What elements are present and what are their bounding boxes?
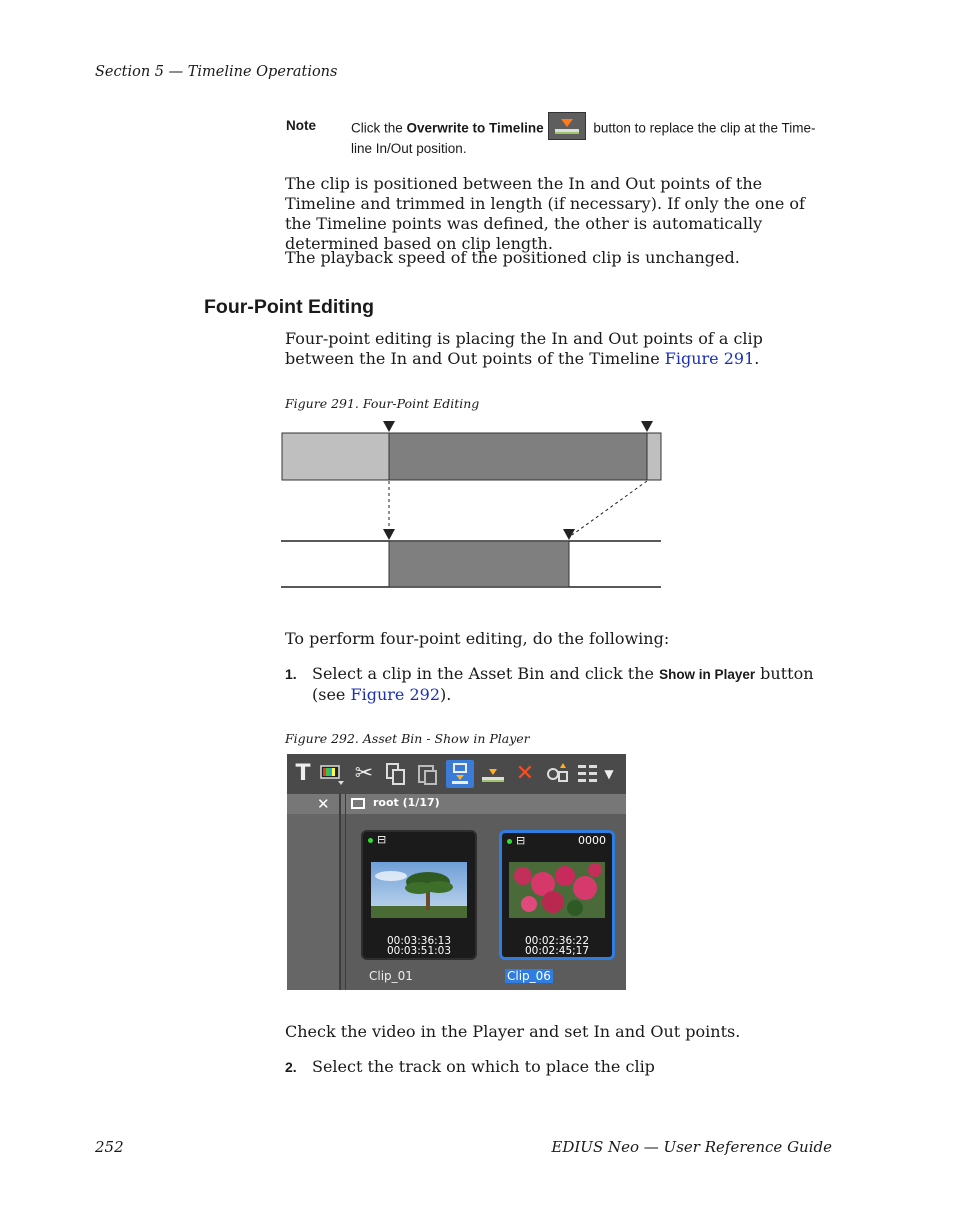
note-button-name: Overwrite to Timeline	[406, 120, 544, 136]
add-to-timeline-icon[interactable]	[479, 760, 507, 788]
asset-bin-screenshot	[287, 754, 626, 990]
note-text	[351, 118, 821, 158]
figure-291-link[interactable]: Figure 291	[664, 349, 755, 368]
paragraph-playback-speed: The playback speed of the positioned clip is unchanged.	[285, 248, 740, 267]
status-dot	[507, 839, 512, 844]
asset-bin-toolbar	[287, 754, 626, 794]
folder-tree-pane[interactable]	[287, 814, 339, 990]
dropdown-icon[interactable]: ▼	[604, 767, 614, 781]
paste-icon[interactable]	[414, 760, 442, 788]
clip-01-name[interactable]: Clip_01	[369, 969, 413, 983]
clip-06-timecode-in: 00:02:36:22	[524, 935, 590, 947]
section-title: Four-Point Editing	[204, 296, 375, 318]
figure-292-caption: Figure 292. Asset Bin - Show in Player	[285, 731, 530, 746]
check-video-text: Check the video in the Player and set In and Out points.	[285, 1022, 741, 1041]
source-out-marker	[641, 421, 653, 432]
timeline-placed-clip	[389, 541, 569, 587]
copy-icon[interactable]	[382, 760, 410, 788]
pane-divider-inner	[345, 794, 346, 990]
clip-thumbnail-clip-06[interactable]	[499, 830, 615, 960]
clip-06-thumbnail-image	[509, 862, 605, 918]
step-1-text	[312, 664, 832, 705]
clip-01-timecode-in: 00:03:36:13	[386, 935, 452, 947]
asset-bin-header	[287, 794, 626, 814]
note-label: Note	[286, 118, 316, 133]
figure-291-caption: Figure 291. Four-Point Editing	[285, 396, 480, 411]
delete-icon[interactable]: ✕	[515, 761, 535, 786]
source-clip-tail-region	[647, 433, 661, 480]
figure-292-link[interactable]: Figure 292	[350, 685, 440, 704]
view-mode-icon[interactable]	[575, 760, 603, 788]
source-clip-selected-region	[389, 433, 647, 480]
note-text-before: Click the	[351, 120, 407, 136]
section-intro-end: .	[754, 349, 760, 368]
section-intro	[285, 329, 835, 369]
folder-icon	[351, 798, 365, 809]
step-1-text-end: ).	[440, 685, 452, 704]
root-folder-label: root (1/17)	[373, 796, 440, 809]
clip-thumbnail-clip-01[interactable]	[361, 830, 477, 960]
show-in-player-ref: Show in Player	[659, 667, 756, 682]
clip-06-timecode-out: 00:02:45;17	[524, 945, 590, 957]
overwrite-to-timeline-icon	[548, 112, 586, 140]
procedure-intro: To perform four-point editing, do the following:	[285, 629, 670, 648]
note-text-after: button to replace the clip at the Time-line In/Out position.	[351, 120, 816, 156]
clip-06-number: 0000	[578, 834, 606, 847]
close-icon[interactable]: ✕	[317, 795, 330, 813]
paragraph-clip-positioned: The clip is positioned between the In and Out points of the Timeline and trimmed in length (if necessary). If only the one of the Timeline points was defined, the other is automatically determined based on clip length.	[285, 174, 805, 253]
clip-06-name[interactable]: Clip_06	[507, 969, 551, 983]
clip-01-thumbnail-image	[371, 862, 467, 918]
four-point-editing-diagram	[270, 415, 680, 595]
source-in-marker	[383, 421, 395, 432]
section-intro-text: Four-point editing is placing the In and Out points of a clip between the In and Out points of the Timeline	[285, 329, 763, 368]
status-dot	[368, 838, 373, 843]
page-header: Section 5 — Timeline Operations	[95, 64, 338, 80]
pane-divider[interactable]	[339, 794, 341, 990]
color-bars-icon[interactable]	[318, 760, 346, 788]
source-clip-unused-region	[282, 433, 389, 480]
text-icon[interactable]: T	[295, 761, 311, 786]
step-1-text-before: Select a clip in the Asset Bin and click the	[312, 664, 660, 683]
cut-icon[interactable]: ✂	[354, 761, 374, 786]
footer-title: EDIUS Neo — User Reference Guide	[551, 1138, 832, 1156]
out-point-guide	[572, 481, 647, 535]
show-in-player-icon[interactable]	[446, 760, 474, 788]
clip-01-timecode-out: 00:03:51:03	[386, 945, 452, 957]
step-1-text-mid: button (see	[312, 664, 814, 704]
properties-icon[interactable]	[543, 760, 571, 788]
step-1-number: 1.	[285, 666, 297, 682]
video-clip-icon: ⊟	[377, 833, 387, 846]
timeline-in-marker	[383, 529, 395, 540]
step-2-number: 2.	[285, 1059, 297, 1075]
step-2-text: Select the track on which to place the clip	[312, 1057, 655, 1076]
page-number: 252	[95, 1138, 124, 1156]
video-clip-icon: ⊟	[516, 834, 526, 847]
